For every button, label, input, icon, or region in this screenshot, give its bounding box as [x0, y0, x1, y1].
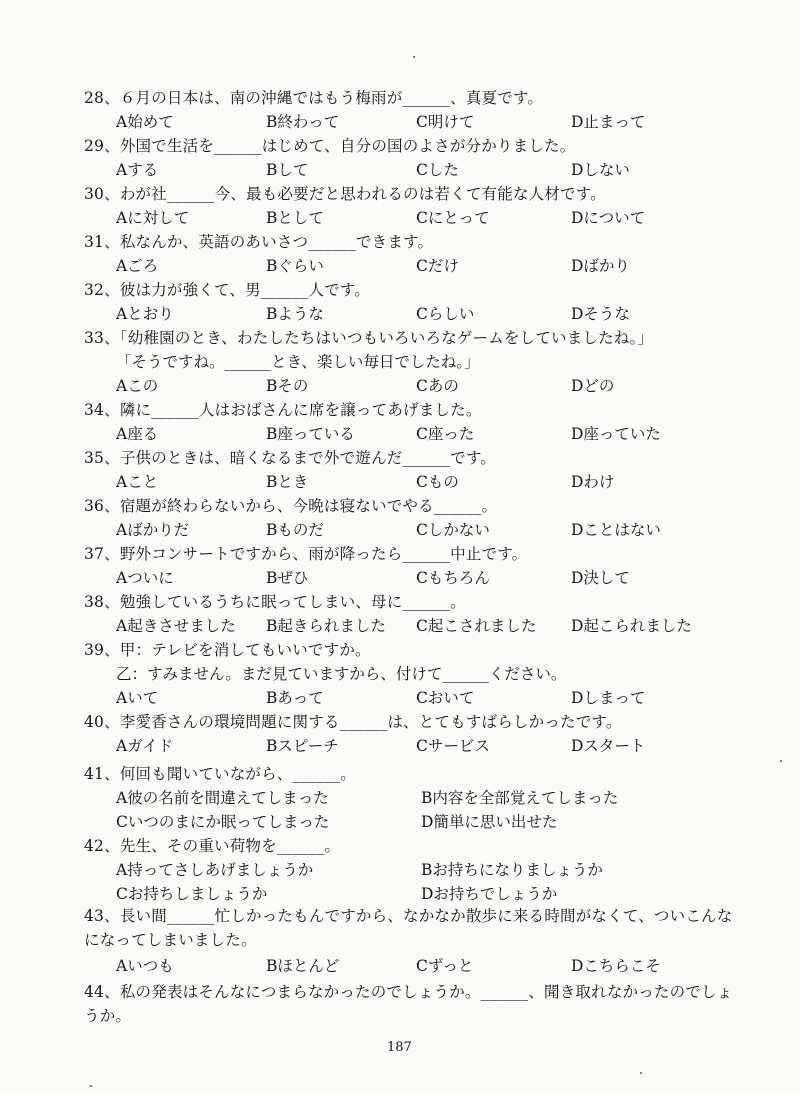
- option-b: Bものだ: [266, 521, 324, 539]
- option-b: B座っている: [266, 425, 355, 443]
- question-35: 35、子供のときは、暗くなるまで外で遊んだ______です。: [84, 449, 496, 467]
- option-c: Cらしい: [416, 305, 475, 323]
- option-b: Bぜひ: [266, 569, 309, 587]
- option-c: Cお持ちしましょうか: [116, 885, 268, 903]
- question-32: 32、彼は力が強くて、男______人です。: [84, 281, 371, 299]
- question-39: 39、甲：テレビを消してもいいですか。: [84, 641, 371, 659]
- option-a: Aこの: [116, 377, 159, 395]
- option-d: D簡単に思い出せた: [421, 813, 558, 831]
- option-b: Bほとんど: [266, 957, 340, 975]
- option-a: Aする: [116, 161, 159, 179]
- option-a: A座る: [116, 425, 159, 443]
- option-d: Dしない: [571, 161, 630, 179]
- option-a: Aごろ: [116, 257, 159, 275]
- question-33-reply: 「そうですね。______とき、楽しい毎日でしたね。」: [116, 353, 480, 371]
- option-d: D止まって: [571, 113, 646, 131]
- question-42: 42、先生、その重い荷物を______。: [84, 837, 341, 855]
- option-c: C起こされました: [416, 617, 537, 635]
- option-d: Dことはない: [571, 521, 661, 539]
- scan-speck: [413, 56, 415, 58]
- option-b: Bその: [266, 377, 309, 395]
- option-b: Bような: [266, 305, 324, 323]
- option-b: Bして: [266, 161, 309, 179]
- option-b: Bお持ちになりましょうか: [421, 861, 603, 879]
- question-34: 34、隣に______人はおばさんに席を譲ってあげました。: [84, 401, 482, 419]
- option-a: A起きさせました: [116, 617, 236, 635]
- question-44: 44、私の発表はそんなにつまらなかったのでしょうか。______、聞き取れなかったのでしょうか。: [84, 983, 733, 1025]
- question-40: 40、李愛香さんの環境問題に関する______は、とてもすばらしかったです。: [84, 713, 622, 731]
- option-d: D決して: [571, 569, 630, 587]
- option-a: A始めて: [116, 113, 174, 131]
- question-43: 43、長い間______忙しかったもんですから、なかなか散歩に来る時間がなくて、ついこんなになってしまいました。: [84, 907, 733, 949]
- option-c: Cもの: [416, 473, 459, 491]
- option-c: Cしかない: [416, 521, 490, 539]
- question-31: 31、私なんか、英語のあいさつ______できます。: [84, 233, 434, 251]
- option-a: Aいつも: [116, 957, 174, 975]
- question-28: 28、６月の日本は、南の沖縄ではもう梅雨が______、真夏です。: [84, 89, 544, 107]
- option-a: Aこと: [116, 473, 159, 491]
- question-30: 30、わが社______今、最も必要だと思われるのは若くて有能な人材です。: [84, 185, 606, 203]
- option-d: Dについて: [571, 209, 646, 227]
- option-d: Dこちらこそ: [571, 957, 661, 975]
- option-b: B終わって: [266, 113, 340, 131]
- option-d: Dそうな: [571, 305, 630, 323]
- option-d: Dしまって: [571, 689, 646, 707]
- question-39-reply: 乙：すみません。まだ見ていますから、付けて______ください。: [116, 665, 567, 683]
- scan-speck: [640, 1072, 642, 1074]
- option-d: Dお持ちでしょうか: [421, 885, 558, 903]
- option-b: B起きられました: [266, 617, 386, 635]
- question-29: 29、外国で生活を______はじめて、自分の国のよさが分かりました。: [84, 137, 576, 155]
- page-number: 187: [387, 1040, 412, 1055]
- question-38: 38、勉強しているうちに眠ってしまい、母に______。: [84, 593, 466, 611]
- option-a: A持ってさしあげましょうか: [116, 861, 314, 879]
- question-36: 36、宿題が終わらないから、今晩は寝ないでやる______。: [84, 497, 498, 515]
- question-41: 41、何回も聞いていながら、______。: [84, 765, 356, 783]
- option-c: Cにとって: [416, 209, 490, 227]
- question-37: 37、野外コンサートですから、雨が降ったら______中止です。: [84, 545, 528, 563]
- option-c: C明けて: [416, 113, 475, 131]
- option-d: D座っていた: [571, 425, 661, 443]
- option-a: Aばかりだ: [116, 521, 190, 539]
- option-c: Cだけ: [416, 257, 459, 275]
- option-d: Dばかり: [571, 257, 630, 275]
- option-d: D起こられました: [571, 617, 692, 635]
- option-a: Aついに: [116, 569, 174, 587]
- option-c: Cサービス: [416, 737, 490, 755]
- option-a: A彼の名前を間違えてしまった: [116, 789, 329, 807]
- option-c: Cもちろん: [416, 569, 490, 587]
- option-b: Bぐらい: [266, 257, 324, 275]
- option-c: Cあの: [416, 377, 459, 395]
- option-b: Bとして: [266, 209, 324, 227]
- option-a: Aとおり: [116, 305, 174, 323]
- option-c: Cいつのまにか眠ってしまった: [116, 813, 330, 831]
- option-c: Cおいて: [416, 689, 475, 707]
- question-33: 33、「幼稚園のとき、わたしたちはいつもいろいろなゲームをしていましたね。」: [84, 329, 654, 347]
- scan-speck: [90, 1085, 92, 1087]
- option-c: Cずっと: [416, 957, 474, 975]
- option-b: Bスピーチ: [266, 737, 339, 755]
- option-b: Bあって: [266, 689, 324, 707]
- option-a: Aガイド: [116, 737, 174, 755]
- option-d: Dわけ: [571, 473, 615, 491]
- option-b: Bとき: [266, 473, 309, 491]
- option-b: B内容を全部覚えてしまった: [421, 789, 619, 807]
- option-d: Dどの: [571, 377, 615, 395]
- option-a: Aいて: [116, 689, 159, 707]
- option-a: Aに対して: [116, 209, 190, 227]
- option-c: Cした: [416, 161, 459, 179]
- option-c: C座った: [416, 425, 475, 443]
- option-d: Dスタート: [571, 737, 646, 755]
- scan-speck: [780, 760, 782, 762]
